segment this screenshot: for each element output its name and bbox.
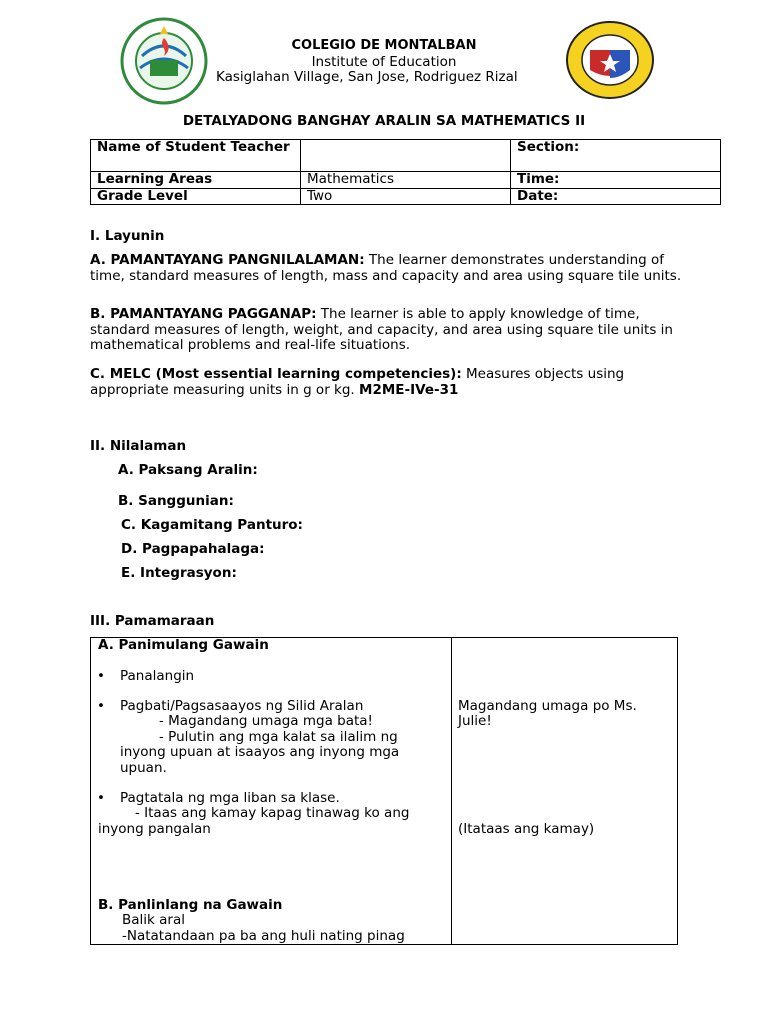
procedure-table (90, 637, 678, 945)
nilalaman-heading: II. Nilalaman (90, 438, 187, 454)
learning-areas-label: Learning Areas (91, 172, 301, 189)
pickup-line-2: inyong upuan at isaayos ang inyong mga (120, 744, 400, 760)
learning-areas-value: Mathematics (301, 172, 511, 189)
objective-a-text: The learner demonstrates understanding of time, standard measures of length, mass and capacity and area using square tile units. (90, 252, 682, 284)
grade-level-value: Two (301, 188, 511, 205)
kagamitang-panturo: C. Kagamitang Panturo: (121, 517, 303, 533)
table-row (91, 140, 721, 172)
name-value (301, 140, 511, 172)
objective-a (90, 253, 690, 284)
objective-b-label: B. PAMANTAYANG PAGGANAP: (90, 306, 317, 322)
school-address: Kasiglahan Village, San Jose, Rodriguez Rizal (216, 69, 518, 85)
student-greeting-2: Julie! (458, 713, 492, 729)
pickup-line-3: upuan. (120, 760, 167, 776)
pagtatala: Pagtatala ng mga liban sa klase. (120, 790, 340, 806)
info-table (90, 139, 721, 205)
time-label: Time: (511, 172, 721, 189)
greeting-line: - Magandang umaga mga bata! (159, 713, 373, 729)
sanggunian: B. Sanggunian: (118, 493, 234, 509)
objective-c-text: Measures objects using appropriate measuring units in g or kg. (90, 366, 625, 398)
pickup-line-1: - Pulutin ang mga kalat sa ilalim ng (159, 729, 398, 745)
layunin-heading: I. Layunin (90, 228, 165, 244)
panimulang-gawain: A. Panimulang Gawain (98, 637, 269, 653)
teacher-column (91, 638, 452, 945)
raise-line-2: inyong pangalan (98, 821, 211, 837)
school-name: COLEGIO DE MONTALBAN (291, 38, 477, 53)
balik-aral: Balik aral (122, 912, 185, 928)
table-row (91, 172, 721, 189)
objective-b-text: The learner is able to apply knowledge of time, standard measures of length, weight, and capacity, and area using square tile units in mathematical problems and real-life situations. (90, 306, 673, 353)
table-row (91, 188, 721, 205)
document-title: DETALYADONG BANGHAY ARALIN SA MATHEMATICS II (182, 113, 586, 129)
student-greeting-1: Magandang umaga po Ms. (458, 698, 637, 714)
pamamaraan-heading: III. Pamamaraan (90, 613, 215, 629)
pagbati: Pagbati/Pagsasaayos ng Silid Aralan (120, 698, 364, 714)
student-column (452, 638, 678, 945)
date-label: Date: (511, 188, 721, 205)
recall-line: -Natatandaan pa ba ang huli nating pinag (122, 928, 405, 944)
integrasyon: E. Integrasyon: (121, 565, 237, 581)
name-label: Name of Student Teacher (91, 140, 301, 172)
objective-a-label: A. PAMANTAYANG PANGNILALAMAN: (90, 252, 365, 268)
objective-b (90, 307, 690, 354)
objective-c-label: C. MELC (Most essential learning competencies): (90, 366, 462, 382)
bullet-icon: • (97, 668, 105, 684)
student-raise-hand: (Itataas ang kamay) (458, 821, 595, 837)
pagpapahalaga: D. Pagpapahalaga: (121, 541, 265, 557)
table-row (91, 638, 678, 945)
section-label: Section: (511, 140, 721, 172)
bullet-icon: • (97, 790, 105, 806)
bullet-icon: • (97, 698, 105, 714)
panalangin: Panalangin (120, 668, 195, 684)
grade-level-label: Grade Level (91, 188, 301, 205)
objective-c (90, 367, 690, 398)
paksang-aralin: A. Paksang Aralin: (118, 462, 258, 478)
panlinlang-gawain: B. Panlinlang na Gawain (98, 897, 283, 913)
raise-line-1: - Itaas ang kamay kapag tinawag ko ang (135, 805, 410, 821)
melc-code: M2ME-IVe-31 (359, 381, 459, 398)
institute-name: Institute of Education (311, 54, 457, 70)
